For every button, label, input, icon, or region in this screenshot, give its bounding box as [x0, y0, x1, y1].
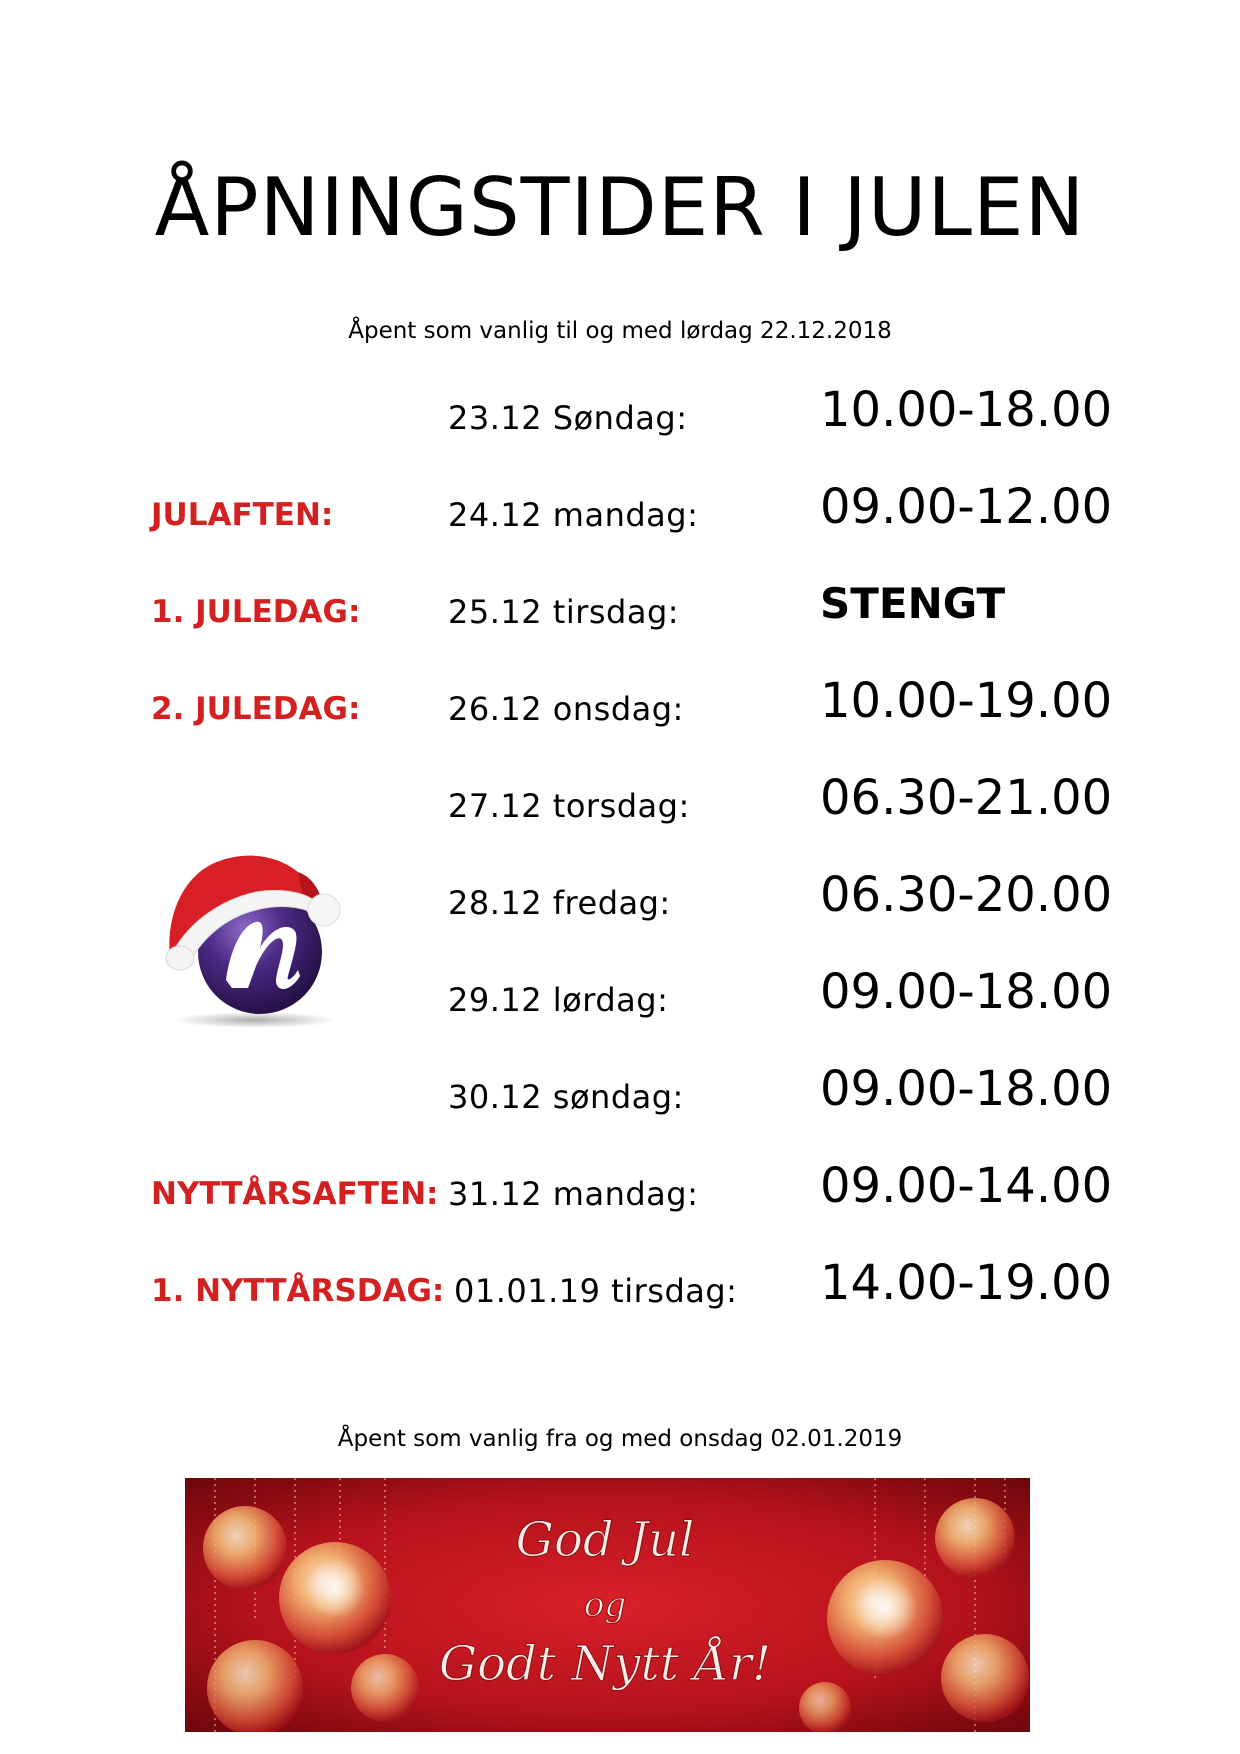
hours-row: [0, 477, 1240, 537]
hours-value: 09.00-14.00: [820, 1158, 1113, 1214]
holiday-label: 2. JULEDAG:: [151, 691, 361, 727]
hours-value: 06.30-21.00: [820, 770, 1113, 826]
hours-row: [0, 1253, 1240, 1313]
banner-line-3: Godt Nytt År!: [438, 1636, 772, 1692]
holiday-label: NYTTÅRSAFTEN:: [151, 1176, 439, 1212]
holiday-label: 1. JULEDAG:: [151, 594, 361, 630]
christmas-banner: [185, 1478, 1030, 1732]
hours-value: 10.00-19.00: [820, 673, 1113, 729]
day-label: 28.12 fredag:: [448, 884, 671, 922]
day-label: 29.12 lørdag:: [448, 981, 669, 1019]
holiday-label: 1. NYTTÅRSDAG:: [151, 1273, 445, 1309]
hours-row: [0, 768, 1240, 828]
banner-line-2: og: [583, 1585, 627, 1625]
hours-row: [0, 574, 1240, 634]
hours-row: [0, 671, 1240, 731]
day-label: 26.12 onsdag:: [448, 690, 684, 728]
hours-row: [0, 1059, 1240, 1119]
day-label: 01.01.19 tirsdag:: [454, 1272, 738, 1310]
hours-row: [0, 1156, 1240, 1216]
hours-value: STENGT: [820, 579, 1006, 628]
hours-value: 06.30-20.00: [820, 867, 1113, 923]
holiday-label: JULAFTEN:: [151, 497, 334, 533]
page-title: ÅPNINGSTIDER I JULEN: [154, 161, 1086, 254]
day-label: 27.12 torsdag:: [448, 787, 690, 825]
day-label: 25.12 tirsdag:: [448, 593, 680, 631]
hours-value: 14.00-19.00: [820, 1255, 1113, 1311]
day-label: 31.12 mandag:: [448, 1175, 699, 1213]
day-label: 23.12 Søndag:: [448, 399, 688, 437]
hours-row: [0, 380, 1240, 440]
day-label: 30.12 søndag:: [448, 1078, 684, 1116]
hours-value: 09.00-18.00: [820, 1061, 1113, 1117]
hours-value: 10.00-18.00: [820, 382, 1113, 438]
santa-hat-logo-icon: [160, 830, 350, 1030]
banner-line-1: God Jul: [515, 1512, 695, 1568]
hours-value: 09.00-12.00: [820, 479, 1113, 535]
hours-value: 09.00-18.00: [820, 964, 1113, 1020]
intro-text: Åpent som vanlig til og med lørdag 22.12.2018: [348, 318, 892, 344]
outro-text: Åpent som vanlig fra og med onsdag 02.01.2019: [337, 1426, 903, 1452]
day-label: 24.12 mandag:: [448, 496, 699, 534]
